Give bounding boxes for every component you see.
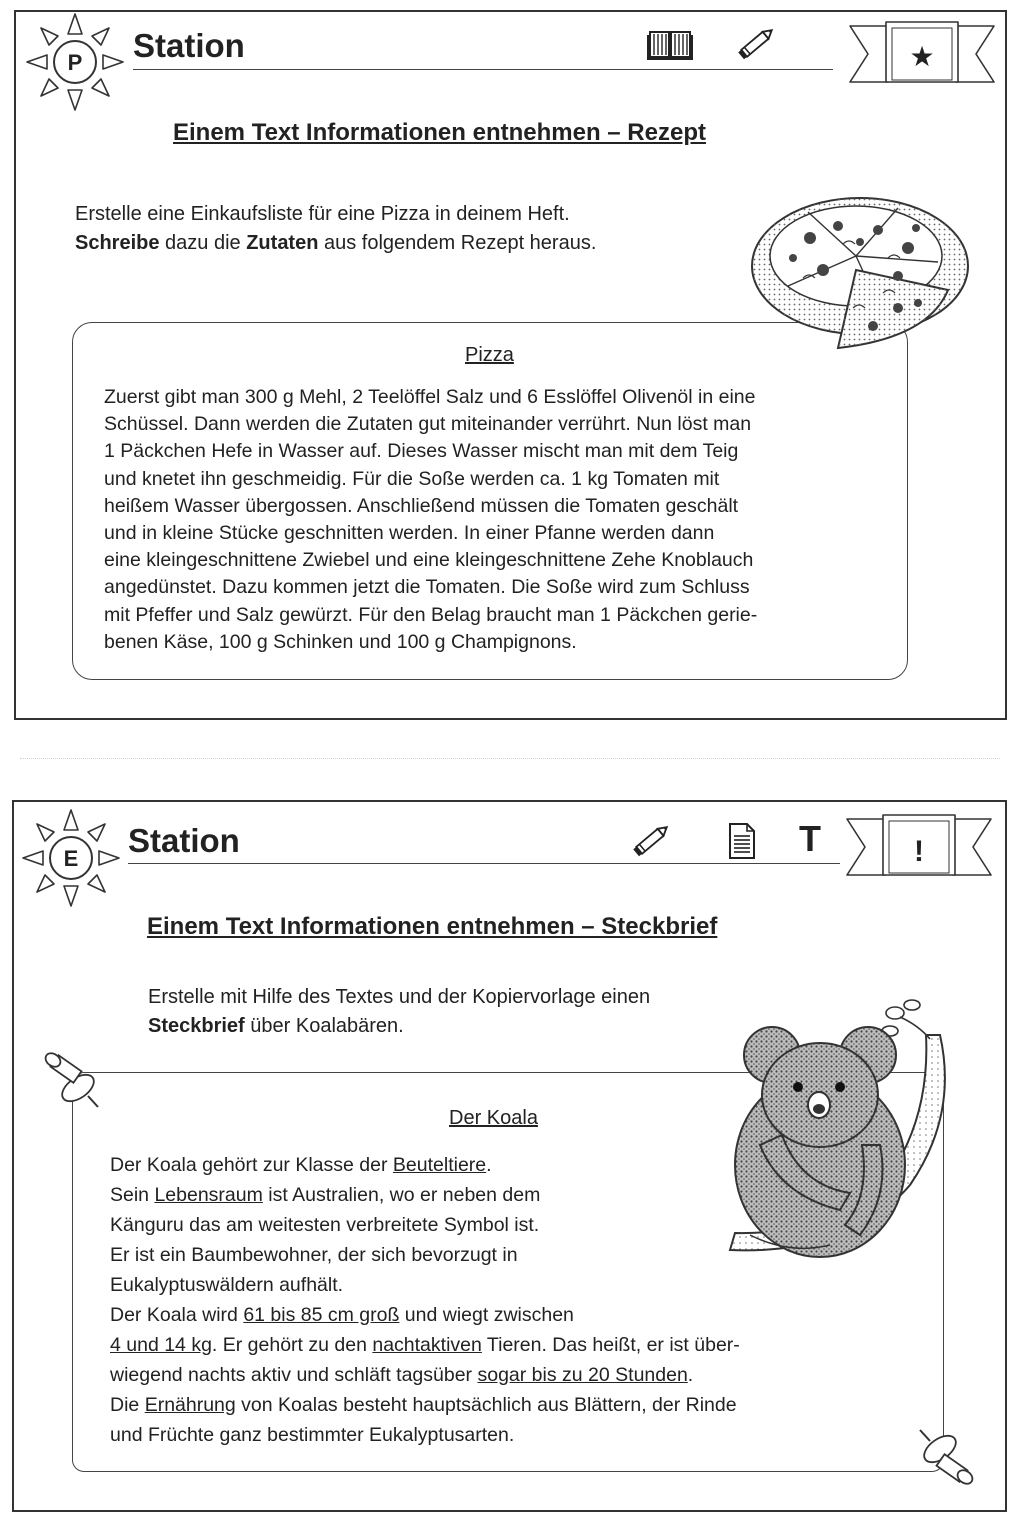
recipe-line: Schüssel. Dann werden die Zutaten gut miteinander verrührt. Nun löst man <box>104 413 752 436</box>
text-segment: . <box>687 1364 694 1386</box>
recipe-line: angedünstet. Dazu kommen jetzt die Tomaten. Die Soße wird zum Schluss <box>104 576 750 599</box>
keyword-underlined: Beuteltiere <box>392 1154 487 1176</box>
text-segment: Er ist ein Baumbewohner, der sich bevorzugt in <box>110 1244 518 1266</box>
koala-line <box>110 1420 740 1450</box>
koala-line <box>110 1210 740 1240</box>
page-separator <box>20 758 1000 759</box>
flag-symbol: ★ <box>909 41 935 72</box>
keyword-underlined: 4 und 14 kg <box>110 1334 212 1356</box>
pizza-illustration <box>748 178 978 358</box>
koala-line <box>110 1330 740 1360</box>
koala-line <box>110 1300 740 1330</box>
recipe-line: Zuerst gibt man 300 g Mehl, 2 Teelöffel Salz und 6 Esslöffel Olivenöl in eine <box>104 386 756 408</box>
badge-letter: E <box>63 846 79 871</box>
instruction-line-1: Erstelle mit Hilfe des Textes und der Kopiervorlage einen <box>148 986 651 1008</box>
text-segment: Der Koala gehört zur Klasse der <box>110 1154 393 1176</box>
page-title: Einem Text Informationen entnehmen – Steckbrief <box>147 913 718 940</box>
recipe-line: und knetet ihn geschmeidig. Für die Soße werden ca. 1 kg Tomaten mit <box>104 467 720 490</box>
text-segment: . Er gehört zu den <box>211 1334 373 1356</box>
pencil-icon <box>735 25 777 63</box>
header-divider <box>128 863 840 864</box>
keyword-underlined: nachtaktiven <box>372 1334 482 1356</box>
book-icon <box>647 28 693 60</box>
flag-symbol: ! <box>914 835 924 868</box>
text-segment: ist Australien, wo er neben dem <box>262 1184 541 1206</box>
text-segment: Sein <box>110 1184 155 1206</box>
koala-line <box>110 1180 740 1210</box>
instruction-text <box>75 200 596 258</box>
text-segment: Der Koala wird <box>110 1304 244 1326</box>
text-segment: und wiegt zwischen <box>399 1304 574 1326</box>
keyword-underlined: Lebensraum <box>154 1184 263 1206</box>
koala-line <box>110 1270 740 1300</box>
t-label: T <box>799 818 821 859</box>
keyword-underlined: 61 bis 85 cm groß <box>243 1304 400 1326</box>
recipe-line: mit Pfeffer und Salz gewürzt. Für den Belag braucht man 1 Päckchen gerie- <box>104 603 758 626</box>
koala-line <box>110 1360 740 1390</box>
instruction-line-1: Erstelle eine Einkaufsliste für eine Pizza in deinem Heft. <box>75 203 570 225</box>
koala-text <box>110 1150 740 1450</box>
keyword-underlined: Ernährung <box>144 1394 236 1416</box>
instruction-line-2: Steckbrief über Koalabären. <box>148 1015 404 1037</box>
recipe-line: heißem Wasser übergossen. Anschließend müssen die Tomaten geschält <box>104 494 739 517</box>
sun-badge-icon <box>25 12 125 112</box>
recipe-line: benen Käse, 100 g Schinken und 100 g Champignons. <box>104 630 577 653</box>
text-segment: und Früchte ganz bestimmter Eukalyptusarten. <box>110 1424 515 1446</box>
document-icon <box>727 822 757 860</box>
pencil-icon <box>630 822 672 860</box>
koala-line <box>110 1150 740 1180</box>
text-segment: Tieren. Das heißt, er ist über- <box>481 1334 740 1356</box>
recipe-line: eine kleingeschnittene Zwiebel und eine kleingeschnittene Zehe Knoblauch <box>104 549 754 572</box>
text-segment: Die <box>110 1394 145 1416</box>
instruction-text <box>148 983 650 1041</box>
koala-line <box>110 1390 740 1420</box>
keyword-underlined: sogar bis zu 20 Stunden <box>477 1364 688 1386</box>
star-flag-icon <box>848 20 996 92</box>
pin-icon <box>44 1052 106 1112</box>
badge-letter: P <box>67 50 83 75</box>
recipe-line: und in kleine Stücke geschnitten werden. In einer Pfanne werden dann <box>104 521 715 544</box>
page-title: Einem Text Informationen entnehmen – Rezept <box>173 119 706 146</box>
station-label: Station <box>133 27 245 64</box>
text-segment: . <box>486 1154 492 1176</box>
recipe-text <box>104 384 757 656</box>
text-segment: wiegend nachts aktiv und schläft tagsüber <box>110 1364 478 1386</box>
koala-title: Der Koala <box>449 1107 538 1129</box>
instruction-line-2: Schreibe dazu die Zutaten aus folgendem Rezept heraus. <box>75 232 597 254</box>
koala-line <box>110 1240 740 1270</box>
text-segment: Känguru das am weitesten verbreitete Symbol ist. <box>110 1214 540 1236</box>
text-segment: Eukalyptuswäldern aufhält. <box>110 1274 344 1296</box>
recipe-line: 1 Päckchen Hefe in Wasser auf. Dieses Wasser mischt man mit dem Teig <box>104 440 739 463</box>
pin-icon <box>912 1425 974 1485</box>
sun-badge-icon <box>21 808 121 908</box>
text-segment: von Koalas besteht hauptsächlich aus Blättern, der Rinde <box>235 1394 737 1416</box>
exclamation-flag-icon <box>845 813 993 885</box>
header-divider <box>133 69 833 70</box>
station-label: Station <box>128 822 240 859</box>
recipe-title: Pizza <box>465 344 514 366</box>
